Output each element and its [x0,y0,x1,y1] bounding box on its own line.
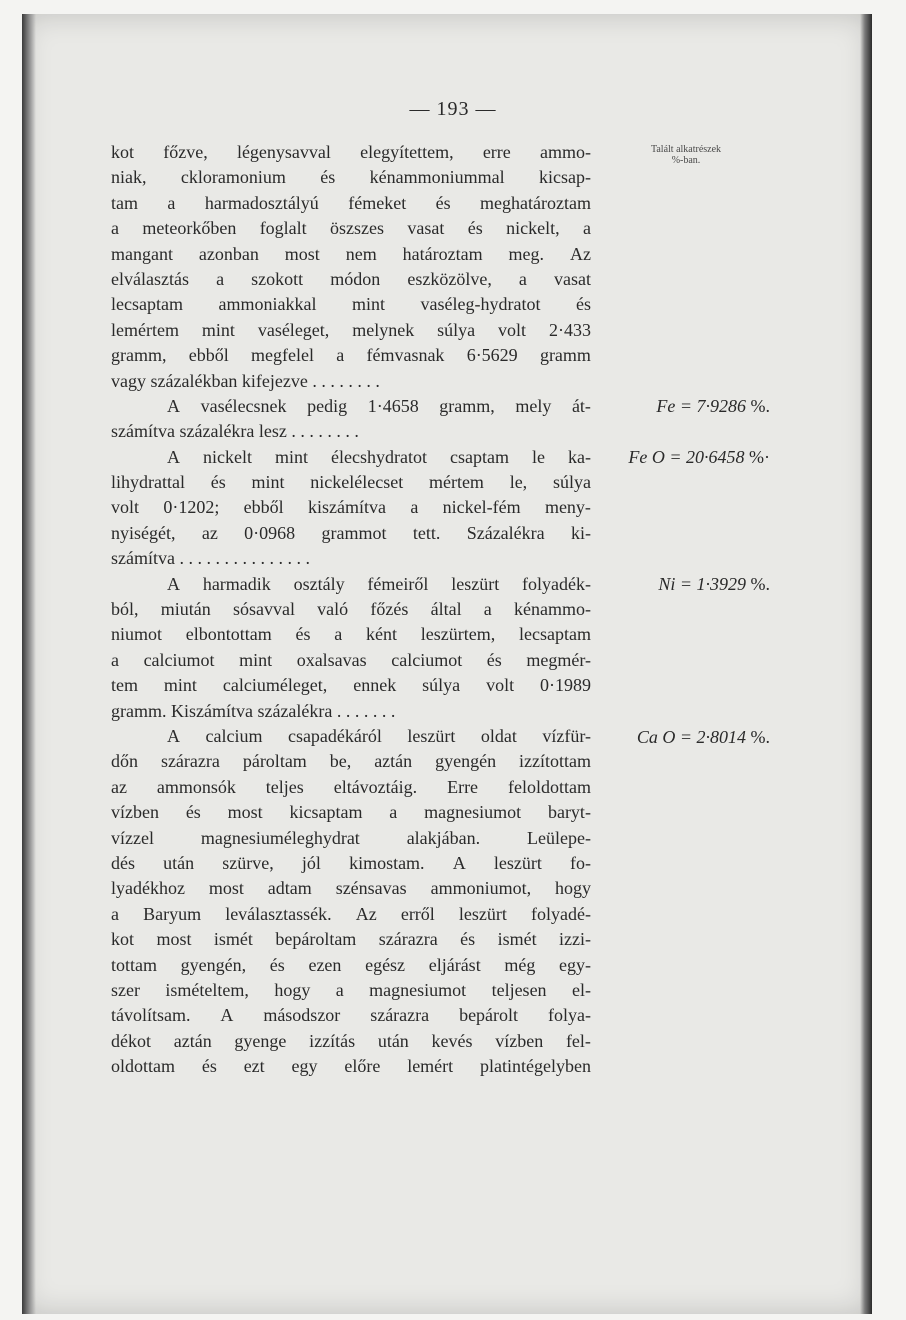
word: folya- [547,1005,591,1026]
word: miután [160,599,211,620]
word: harmadik [202,573,271,594]
word: tett. [412,522,441,543]
text-line [111,140,591,165]
word: volt [111,497,140,518]
word: 0·0968 [244,522,296,543]
word: sósavval [232,599,295,620]
word: súlya [437,319,476,340]
word: hogy [274,979,311,1000]
word: Erre [447,776,479,797]
word: oldottam [111,1056,175,1077]
word: 1·4658 [367,395,419,416]
word: ismételtem, [165,979,249,1000]
word: megmér- [526,649,591,670]
text-line [111,673,591,698]
word: öszszes [330,218,385,239]
word: szer [111,979,140,1000]
word: osztály [293,573,345,594]
result-feo-unit: %· [749,447,770,467]
word: vízben [495,1030,544,1051]
word: és [201,1056,217,1077]
word: hogy [554,878,591,899]
word: után [163,852,195,873]
word: A [167,725,180,746]
word: légenysavval [236,142,331,162]
word: az [111,776,127,797]
word: fémeiről [367,573,429,594]
word: oxalsavas [296,649,367,670]
word: foglalt [259,218,307,239]
word: fel- [565,1030,591,1051]
word: lyadékhoz [111,878,185,899]
text-line [111,445,591,470]
word: lemértem [111,319,179,340]
word: mint [201,319,235,340]
word: és [320,167,336,188]
word: egész [365,954,406,975]
text-line [111,216,591,241]
word: dékot [111,1030,151,1051]
page-left-edge-shadow [22,14,36,1314]
word: A [167,395,180,416]
word: kicsaptam [289,802,363,823]
word: a [216,268,225,289]
word: gramm, [111,345,167,366]
word: a [518,268,527,289]
word: izzítás [309,1030,356,1051]
word: meteorkőben [142,218,237,239]
word: mangant [111,243,173,264]
word: ka- [567,446,591,467]
text-line [111,495,591,520]
word: fémeket [348,192,407,213]
word: kevés [431,1030,473,1051]
word: elbontottam [185,624,272,645]
word: nickel-fém [442,497,521,518]
word: a [111,903,119,924]
margin-column-header [606,144,766,166]
text-line [111,1029,591,1054]
word: megfelel [251,345,314,366]
word: és [295,624,311,645]
word: mint [251,472,285,493]
word: grammot [321,522,387,543]
word: calcium [205,725,263,746]
word: a [410,497,419,518]
text-line [111,394,591,419]
text-line [111,267,591,292]
margin-header-line-2: %-ban. [671,155,701,166]
word: csapadékáról [287,725,382,746]
word: eljárást [428,954,481,975]
text-line [111,800,591,825]
word: szénsavas [335,878,407,899]
text-line [111,775,591,800]
result-fe [586,394,770,419]
word: ennek [353,675,397,696]
word: jól [301,852,321,873]
text-line [111,851,591,876]
word: ammo- [540,142,591,162]
word: súlya [552,472,591,493]
word: tam [111,192,138,213]
word: elválasztás [111,268,189,289]
word: A [220,1005,234,1026]
word: és [435,192,451,213]
word: ki- [571,522,591,543]
word: calciuméleget, [222,675,328,696]
word: másodszor [263,1005,341,1026]
word: elegyítettem, [360,142,454,162]
word: nickelélecset [310,472,404,493]
word: szárazra [370,1005,430,1026]
word: vasélecsnek [200,395,287,416]
word: határoztam [402,243,483,264]
word: kénammoniummal [369,167,505,188]
word: a [582,218,591,239]
word: aztán [374,751,413,772]
word: a [167,192,176,213]
text-line [111,1054,591,1079]
word: vaséleg-hydratot [420,294,541,315]
word: és [269,954,285,975]
word: kénammo- [514,599,591,620]
word: vasat [554,268,591,289]
word: súlya [422,675,461,696]
text-line [111,597,591,622]
word: Leülepe- [527,827,591,848]
text-line: számítva . . . . . . . . . . . . . . . [111,548,310,569]
word: ként [366,624,397,645]
word: módon [330,268,381,289]
text-line [111,292,591,317]
word: gyengén [435,751,497,772]
word: mint [163,675,197,696]
word: magnesiumot [369,979,467,1000]
text-line [111,749,591,774]
word: vízzel [111,827,154,848]
word: a [483,599,492,620]
word: a [335,979,344,1000]
text-line: számítva százalékra lesz . . . . . . . . [111,421,359,442]
word: adtam [267,878,312,899]
word: tottam [111,954,157,975]
text-line [111,165,591,190]
word: után [377,1030,409,1051]
word: távolítsam. [111,1005,191,1026]
word: mint [351,294,385,315]
word: lemért [407,1056,454,1077]
page-right-edge-shadow [860,14,872,1314]
word: most [208,878,244,899]
word: kiszámítva [308,497,386,518]
word: és [467,218,483,239]
page-number: — 193 — [409,98,497,120]
word: ammonsók [156,776,236,797]
word: leszürt [493,852,542,873]
word: szokott [251,268,304,289]
word: pároltam [242,751,307,772]
word: 0·1989 [540,675,591,696]
word: oldat [480,725,517,746]
word: főzés [370,599,409,620]
word: leszürt [407,725,456,746]
word: ezt [243,1056,265,1077]
result-feo [586,445,770,470]
word: A [452,852,466,873]
word: Baryum [143,903,202,924]
word: calciumot [391,649,463,670]
word: vízben [111,802,159,823]
word: kicsap- [538,167,591,188]
word: baryt- [547,802,591,823]
word: a [111,218,119,239]
text-line [111,470,591,495]
word: ammoniumot, [430,878,532,899]
word: és [575,294,591,315]
word: vaséleget, [257,319,330,340]
word: teljesen [491,979,547,1000]
word: gyengén, [180,954,247,975]
word: meny- [544,497,591,518]
word: és [486,649,502,670]
text-line: gramm. Kiszámítva százalékra . . . . . . . [111,700,396,721]
word: egy [291,1056,318,1077]
result-cao-unit: %. [750,727,770,747]
word: való [317,599,349,620]
word: eltávoztáig. [333,776,418,797]
word: szárazra [378,929,438,950]
word: platintégelyben [480,1056,591,1077]
word: kot [111,142,135,162]
word: csaptam [449,446,509,467]
word: meghatároztam [480,192,591,213]
word: lecsaptam [518,624,591,645]
text-line [111,978,591,1003]
word: pedig [307,395,348,416]
word: által [430,599,462,620]
word: szürve, [222,852,274,873]
word: ckloramonium [180,167,286,188]
word: kimostam. [349,852,425,873]
word: nickelt, [506,218,560,239]
word: ebből [243,497,284,518]
word: ezen [308,954,342,975]
word: erre [482,142,511,162]
word: niumot [111,624,163,645]
word: vasat [407,218,445,239]
word: a [336,345,345,366]
word: 2·433 [548,319,591,340]
word: gramm [539,345,591,366]
word: volt [486,675,515,696]
word: 6·5629 [466,345,518,366]
word: Az [569,243,591,264]
word: calciumot [143,649,215,670]
word: ebből [188,345,229,366]
word: melynek [352,319,415,340]
result-ni [586,572,770,597]
text-line [111,572,591,597]
word: a [334,624,343,645]
word: kot [111,929,135,950]
word: és [185,802,201,823]
word: magnesiuméleghydrat [200,827,360,848]
word: azonban [198,243,259,264]
word: 0·1202; [163,497,220,518]
word: izzi- [559,929,591,950]
result-fe-unit: %. [750,396,770,416]
word: ismét [213,929,253,950]
word: alakjában. [406,827,481,848]
word: aztán [173,1030,212,1051]
text-line [111,953,591,978]
word: egy- [559,954,591,975]
word: erről [400,903,435,924]
word: mértem [428,472,484,493]
word: A [167,573,180,594]
word: dés [111,852,135,873]
word: harmadosztályú [204,192,319,213]
word: át- [571,395,591,416]
word: feloldottam [507,776,591,797]
body-text [111,140,591,1079]
word: nem [345,243,377,264]
word: eszközölve, [407,268,492,289]
word: folyadék- [522,573,591,594]
word: gyenge [234,1030,287,1051]
text-line [111,826,591,851]
word: bepároltam [275,929,357,950]
word: meg. [508,243,545,264]
word: az [201,522,218,543]
word: bepárolt [459,1005,519,1026]
text-line [111,902,591,927]
result-ni-formula: Ni = 1·3929 [658,574,746,594]
word: gramm, [439,395,495,416]
word: főzve, [163,142,208,162]
word: Az [355,903,377,924]
word: mint [239,649,273,670]
text-line [111,318,591,343]
word: mely [515,395,552,416]
word: most [284,243,320,264]
word: vízfür- [542,725,591,746]
word: A [167,446,180,467]
text-line [111,191,591,216]
word: teljes [265,776,304,797]
word: lihydrattal [111,472,185,493]
word: leszürtem, [420,624,496,645]
word: ammoniakkal [218,294,317,315]
word: a [111,649,119,670]
word: le [531,446,545,467]
text-line: vagy százalékban kifejezve . . . . . . . . [111,370,380,391]
word: nickelt [203,446,252,467]
word: élecshydratot [331,446,427,467]
text-line [111,622,591,647]
text-line [111,724,591,749]
word: le, [509,472,528,493]
word: leszürt [451,573,500,594]
text-line [111,876,591,901]
result-cao [586,725,770,750]
word: el- [571,979,591,1000]
word: szárazra [160,751,220,772]
word: és [460,929,476,950]
word: leválasztassék. [225,903,332,924]
result-fe-formula: Fe = 7·9286 [656,396,746,416]
word: nyiségét, [111,522,176,543]
word: niak, [111,167,147,188]
word: mint [274,446,308,467]
word: és [210,472,226,493]
result-cao-formula: Ca O = 2·8014 [636,727,746,747]
text-line [111,242,591,267]
word: fémvasnak [366,345,445,366]
word: Százalékra [466,522,545,543]
word: lecsaptam [111,294,183,315]
word: volt [498,319,527,340]
word: most [156,929,192,950]
word: fo- [569,852,591,873]
word: ismét [497,929,537,950]
word: izzítottam [519,751,591,772]
word: most [227,802,263,823]
word: magnesiumot [424,802,522,823]
word: leszürt [458,903,507,924]
text-line [111,343,591,368]
word: előre [344,1056,381,1077]
text-line [111,927,591,952]
text-line [111,521,591,546]
word: még [504,954,536,975]
word: a [389,802,398,823]
word: be, [329,751,352,772]
word: tem [111,675,138,696]
text-line [111,648,591,673]
word: ból, [111,599,139,620]
margin-header-line-1: Talált alkatrészek [650,144,722,155]
word: folyadé- [530,903,591,924]
word: dőn [111,751,138,772]
result-ni-unit: %. [750,574,770,594]
text-line [111,1003,591,1028]
result-feo-formula: Fe O = 20·6458 [628,447,745,467]
